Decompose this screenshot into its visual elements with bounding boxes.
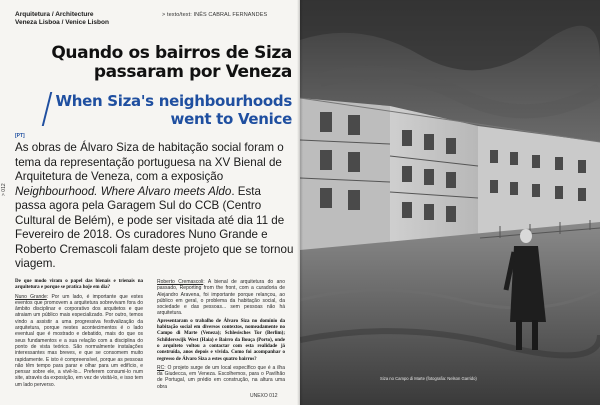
section-label: Arquitetura / Architecture (15, 11, 94, 18)
lead-text-continued: . Esta passa agora pela Garagem Sul do CCB (Centro Cultural de Belém), e pode ser visitada até dia 11 de Fevereiro de 2018. Os curadores Nuno Grande e Roberto Cremascoli falam deste projeto que se tornou viagem. (15, 184, 294, 270)
lead-text: As obras de Álvaro Siza de habitação social foram o tema da representação portuguesa na XV Bienal de Arquitetura de Veneza, com a exposição (15, 141, 284, 183)
side-page-marker: > 012 (1, 183, 7, 196)
body-column-1 (15, 279, 143, 390)
lead-paragraph (15, 141, 295, 272)
interview-answer: : Por um lado, é importante que estes eventos que promovem a arquitetura sobrevivam fora do âmbito disciplinar e corporativo dos arquitetos e que atraiam um público mais especializado. Por outro, temos vindo a assistir a uma progressiva festivalização da arquitetura, porque nestes acontecimentos é o lado eventual que é mostrado e debatido, mais do que os seus fundamentos e a sua relação com a disciplina do ponto de vista teórico. São normalmente instalações interessantes mas breves, e que se consomem muito rapidamente. E isto é compreensível, porque as pessoas não têm tempo para parar e olhar para um edifício, e pensar sobre ele, a vivê-lo... Preferem consumi-lo num site, através da exposição, em vez de visitá-lo, e isso tem um lado perverso. (15, 293, 143, 388)
right-page (300, 0, 600, 405)
photo-caption: Siza no Campo di Marte (fotografia: Nelson Garrido) (380, 376, 477, 381)
interview-question: De que modo viram o papel das bienais e trienais na arquitetura e porque se pratica hoje em dia? (15, 279, 143, 291)
page-folio: UNEXO 012 (250, 393, 278, 399)
body-column-2 (157, 279, 285, 392)
exhibition-title: Neighbourhood. Where Alvaro meets Aldo (15, 184, 232, 198)
interview-answer: : O projeto surge de um local específico que é a ilha da Giudecca, em Veneza. Escolhemos, para o Pavilhão de Portugal, um prédio em construção, na altura uma obra (157, 364, 285, 390)
speaker-name: Roberto Cremascoli (157, 279, 204, 285)
title-english-line2: went to Venice (170, 110, 292, 128)
speaker-name: Nuno Grande (15, 293, 47, 300)
title-english-line1: When Siza's neighbourhoods (55, 92, 292, 110)
section-location: Veneza Lisboa / Venice Lisbon (15, 19, 109, 26)
author-credit: > texto/text: INÊS CABRAL FERNANDES (162, 12, 268, 18)
language-tag: [PT] (15, 133, 25, 139)
page-gutter (297, 0, 303, 405)
interview-answer: : A bienal de arquitetura do ano passado, Reporting from the front, com a curadoria de Alejandro Aravena, foi importante porque relançou, ao público em geral, o problema da habitação social, da sociedade e das pessoas... sem pessoas não há arquitetura. (157, 279, 285, 317)
speaker-initials: RC (157, 364, 165, 371)
building-photo (300, 0, 600, 405)
interview-question: Apresentaram o trabalho de Álvaro Siza no domínio da habitação social em diversos contextos, nomeadamente no Campo di Marte (Veneza); Schlesisches Tor (Berlim); Schilderswijk West (Haia) e Bairro da Bouça (Porto), onde o arquiteto voltou a contactar com esta realidade já construída, anos depois e vivida. Como foi acompanhar o regresso de Álvaro Siza a estes quatro bairros? (157, 318, 285, 362)
title-portuguese-line1: Quando os bairros de Siza (51, 43, 292, 63)
title-portuguese-line2: passaram por Veneza (93, 62, 292, 82)
